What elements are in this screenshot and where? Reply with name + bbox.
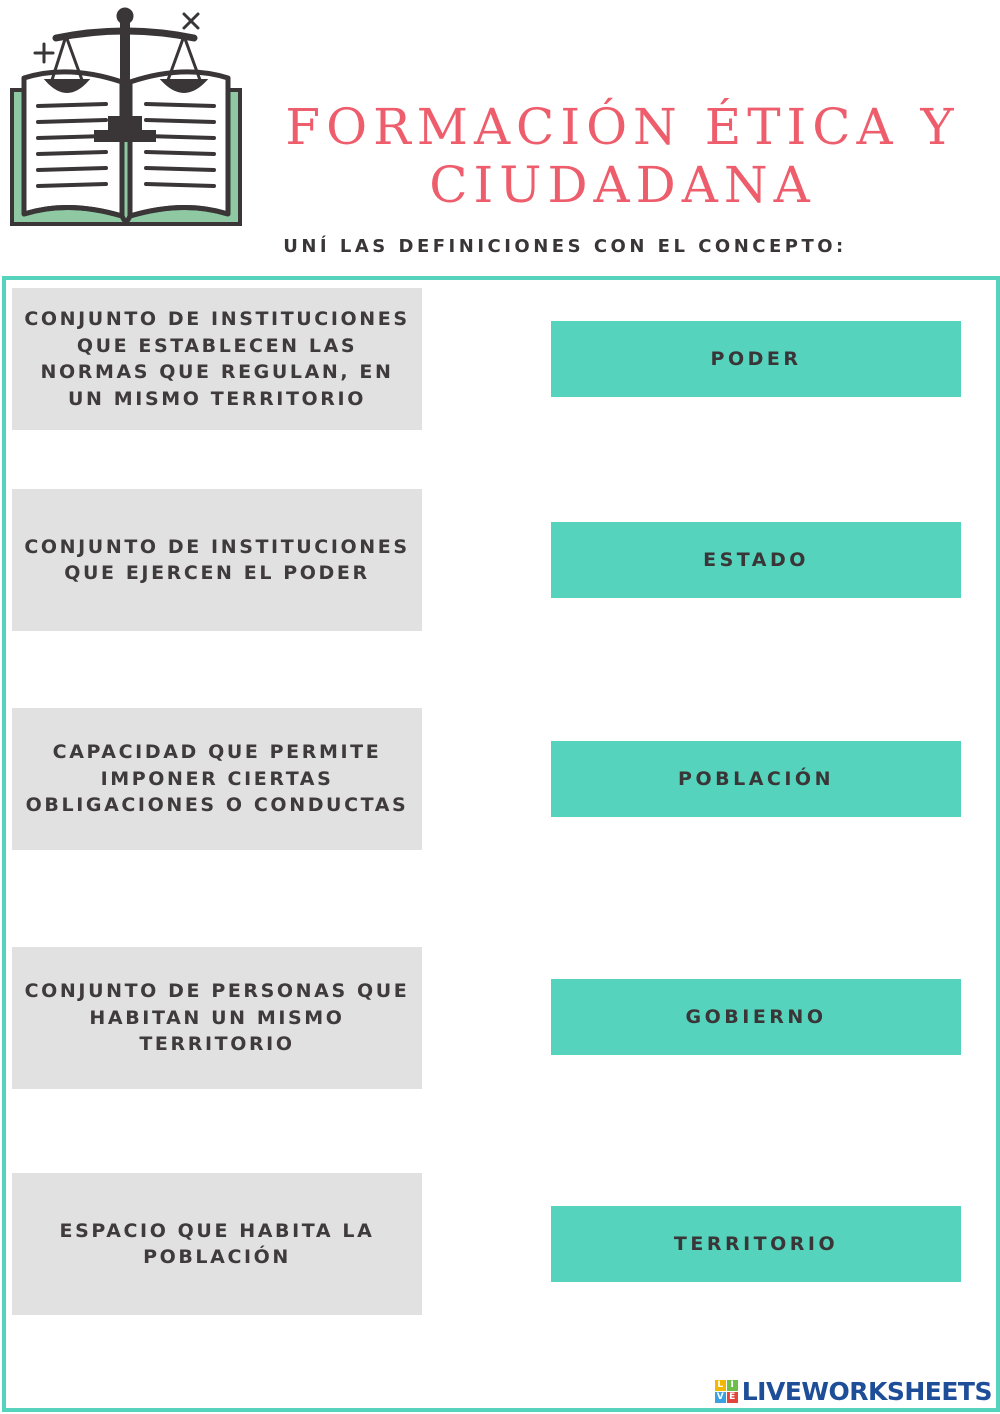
concept-label: TERRITORIO <box>673 1233 839 1255</box>
concept-box-territorio[interactable] <box>551 1206 961 1282</box>
book-with-scales-of-justice-icon <box>8 4 244 240</box>
definition-box[interactable] <box>12 708 422 850</box>
concept-label: POBLACIÓN <box>678 768 834 790</box>
concept-box-estado[interactable] <box>551 522 961 598</box>
definition-text: CONJUNTO DE INSTITUCIONES QUE EJERCEN EL PODER <box>24 535 410 584</box>
brand-mark-letter: I <box>727 1380 738 1391</box>
brand-mark-letter: V <box>715 1392 726 1403</box>
concept-box-poblacion[interactable] <box>551 741 961 817</box>
definition-text: ESPACIO QUE HABITA LA POBLACIÓN <box>59 1219 375 1268</box>
brand-mark-letter: L <box>715 1380 726 1391</box>
definition-box[interactable] <box>12 947 422 1089</box>
concept-box-poder[interactable] <box>551 321 961 397</box>
concept-label: GOBIERNO <box>685 1006 827 1028</box>
definition-box[interactable] <box>12 288 422 430</box>
concept-label: PODER <box>710 348 802 370</box>
definition-text: CAPACIDAD QUE PERMITE IMPONER CIERTAS OBLIGACIONES O CONDUCTAS <box>25 741 409 817</box>
brand-mark-letter: E <box>727 1392 738 1403</box>
definition-text: CONJUNTO DE PERSONAS QUE HABITAN UN MISMO TERRITORIO <box>24 980 410 1056</box>
brand-name: LIVEWORKSHEETS <box>741 1377 992 1406</box>
instructions: UNÍ LAS DEFINICIONES CON EL CONCEPTO: <box>283 236 847 257</box>
concept-label: ESTADO <box>703 549 809 571</box>
liveworksheets-brand <box>715 1377 992 1406</box>
definition-text: CONJUNTO DE INSTITUCIONES QUE ESTABLECEN LAS NORMAS QUE REGULAN, EN UN MISMO TERRITORIO <box>24 308 410 410</box>
page-title: FORMACIÓN ÉTICA Y CIUDADANA <box>285 98 960 214</box>
definition-box[interactable] <box>12 489 422 631</box>
definition-box[interactable] <box>12 1173 422 1315</box>
liveworksheets-logo-icon <box>715 1380 738 1403</box>
concept-box-gobierno[interactable] <box>551 979 961 1055</box>
